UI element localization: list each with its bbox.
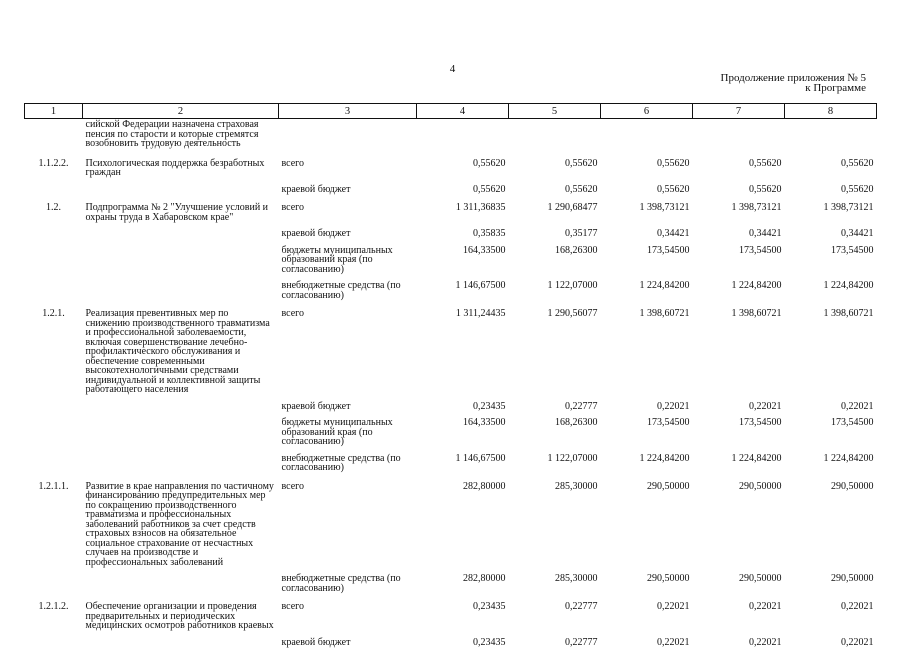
row-name: Обеспечение организации и проведения предварительных и периодических медицинских осмотров работников краевых — [83, 596, 279, 634]
row-name — [83, 225, 279, 242]
table-row — [25, 476, 877, 571]
row-funding-source: всего — [279, 197, 417, 225]
row-name: Психологическая поддержка безработных граждан — [83, 153, 279, 181]
row-value-col-8: 0,55620 — [785, 181, 877, 198]
table-row — [25, 119, 877, 153]
table-row — [25, 181, 877, 198]
row-value-col-4: 282,80000 — [417, 570, 509, 596]
row-value-col-5: 1 290,68477 — [509, 197, 601, 225]
header-col-7: 7 — [693, 104, 785, 119]
row-value-col-6: 1 224,84200 — [601, 277, 693, 303]
row-code — [25, 119, 83, 153]
row-value-col-5: 0,22777 — [509, 596, 601, 634]
row-value-col-7: 0,22021 — [693, 398, 785, 415]
row-value-col-5: 1 122,07000 — [509, 277, 601, 303]
row-funding-source: краевой бюджет — [279, 181, 417, 198]
row-name: Развитие в крае направления по частичному финансированию предупредительных мер по сокращению производственного травматизма и профессиональных заболеваний работников за счет средств страховых взносов на обязательное социальное страхование от несчастных случаев на производстве и профессиональных заболеваний — [83, 476, 279, 571]
row-value-col-4: 1 146,67500 — [417, 450, 509, 476]
row-name — [83, 242, 279, 278]
table-row — [25, 414, 877, 450]
row-value-col-8: 173,54500 — [785, 242, 877, 278]
row-value-col-7: 1 224,84200 — [693, 277, 785, 303]
row-funding-source: всего — [279, 303, 417, 398]
row-code — [25, 414, 83, 450]
row-value-col-8: 0,55620 — [785, 153, 877, 181]
row-code — [25, 225, 83, 242]
header-col-2: 2 — [83, 104, 279, 119]
row-code — [25, 398, 83, 415]
row-value-col-6: 1 224,84200 — [601, 450, 693, 476]
row-value-col-7 — [693, 119, 785, 153]
row-value-col-8: 1 398,60721 — [785, 303, 877, 398]
row-funding-source — [279, 119, 417, 153]
row-value-col-5 — [509, 119, 601, 153]
row-value-col-8: 290,50000 — [785, 570, 877, 596]
row-value-col-6: 1 398,73121 — [601, 197, 693, 225]
row-value-col-8: 0,22021 — [785, 634, 877, 650]
table-row — [25, 242, 877, 278]
header-row — [25, 104, 877, 119]
row-value-col-5: 168,26300 — [509, 242, 601, 278]
row-value-col-4: 0,55620 — [417, 181, 509, 198]
row-value-col-4: 0,55620 — [417, 153, 509, 181]
continuation-note — [721, 73, 866, 93]
row-code — [25, 450, 83, 476]
row-funding-source: бюджеты муниципальных образований края (по согласованию) — [279, 242, 417, 278]
row-value-col-5: 0,55620 — [509, 181, 601, 198]
row-value-col-4: 282,80000 — [417, 476, 509, 571]
row-code — [25, 634, 83, 650]
row-value-col-6: 173,54500 — [601, 242, 693, 278]
row-code — [25, 570, 83, 596]
table-row — [25, 634, 877, 650]
row-value-col-4: 0,35835 — [417, 225, 509, 242]
row-funding-source: внебюджетные средства (по согласованию) — [279, 277, 417, 303]
row-value-col-6: 0,22021 — [601, 634, 693, 650]
row-value-col-6: 290,50000 — [601, 570, 693, 596]
row-value-col-8: 173,54500 — [785, 414, 877, 450]
row-funding-source: всего — [279, 596, 417, 634]
row-name: Подпрограмма № 2 "Улучшение условий и охраны труда в Хабаровском крае" — [83, 197, 279, 225]
row-name: Реализация превентивных мер по снижению производственного травматизма и профессиональной заболеваемости, включая совершенствование лечебно-профилактического обслуживания и обеспечение современными высокотехнологичными средствами индивидуальной и коллективной защиты работающего населения — [83, 303, 279, 398]
table-row — [25, 153, 877, 181]
row-value-col-6 — [601, 119, 693, 153]
row-value-col-4: 1 311,24435 — [417, 303, 509, 398]
row-value-col-7: 1 398,60721 — [693, 303, 785, 398]
row-value-col-5: 0,22777 — [509, 634, 601, 650]
row-code: 1.2.1.1. — [25, 476, 83, 571]
program-funding-table — [24, 103, 877, 650]
row-value-col-6: 0,55620 — [601, 153, 693, 181]
row-value-col-4: 1 146,67500 — [417, 277, 509, 303]
row-code: 1.2.1. — [25, 303, 83, 398]
row-value-col-4: 1 311,36835 — [417, 197, 509, 225]
row-funding-source: краевой бюджет — [279, 634, 417, 650]
row-value-col-6: 0,22021 — [601, 596, 693, 634]
row-value-col-8: 1 224,84200 — [785, 277, 877, 303]
row-name — [83, 398, 279, 415]
table-row — [25, 570, 877, 596]
row-code — [25, 181, 83, 198]
row-value-col-8: 1 398,73121 — [785, 197, 877, 225]
row-value-col-7: 173,54500 — [693, 414, 785, 450]
row-value-col-8: 290,50000 — [785, 476, 877, 571]
row-value-col-7: 0,22021 — [693, 596, 785, 634]
row-value-col-5: 0,55620 — [509, 153, 601, 181]
row-funding-source: внебюджетные средства (по согласованию) — [279, 450, 417, 476]
row-value-col-5: 0,35177 — [509, 225, 601, 242]
header-col-4: 4 — [417, 104, 509, 119]
row-value-col-4: 0,23435 — [417, 596, 509, 634]
header-col-6: 6 — [601, 104, 693, 119]
row-value-col-4 — [417, 119, 509, 153]
table-row — [25, 277, 877, 303]
row-name: сийской Федерации назначена страховая пенсия по старости и которые стремятся возобновить трудовую деятельность — [83, 119, 279, 153]
continuation-line-2: к Программе — [721, 83, 866, 93]
row-value-col-4: 164,33500 — [417, 242, 509, 278]
row-value-col-7: 0,34421 — [693, 225, 785, 242]
table-row — [25, 225, 877, 242]
row-value-col-6: 0,34421 — [601, 225, 693, 242]
row-code — [25, 242, 83, 278]
row-funding-source: краевой бюджет — [279, 225, 417, 242]
row-code: 1.1.2.2. — [25, 153, 83, 181]
row-name — [83, 570, 279, 596]
table-body — [25, 119, 877, 650]
row-value-col-4: 164,33500 — [417, 414, 509, 450]
row-value-col-5: 1 122,07000 — [509, 450, 601, 476]
row-value-col-7: 290,50000 — [693, 570, 785, 596]
row-value-col-7: 290,50000 — [693, 476, 785, 571]
row-value-col-4: 0,23435 — [417, 634, 509, 650]
header-col-5: 5 — [509, 104, 601, 119]
row-code — [25, 277, 83, 303]
row-funding-source: всего — [279, 153, 417, 181]
row-value-col-5: 285,30000 — [509, 476, 601, 571]
row-value-col-8 — [785, 119, 877, 153]
page-number: 4 — [0, 63, 905, 75]
row-value-col-7: 0,55620 — [693, 153, 785, 181]
continuation-line-1: Продолжение приложения № 5 — [721, 73, 866, 83]
row-funding-source: внебюджетные средства (по согласованию) — [279, 570, 417, 596]
row-value-col-7: 0,55620 — [693, 181, 785, 198]
row-name — [83, 181, 279, 198]
header-col-1: 1 — [25, 104, 83, 119]
row-value-col-6: 290,50000 — [601, 476, 693, 571]
row-value-col-5: 168,26300 — [509, 414, 601, 450]
row-funding-source: всего — [279, 476, 417, 571]
row-code: 1.2. — [25, 197, 83, 225]
row-funding-source: бюджеты муниципальных образований края (по согласованию) — [279, 414, 417, 450]
row-value-col-8: 0,34421 — [785, 225, 877, 242]
row-value-col-7: 0,22021 — [693, 634, 785, 650]
row-value-col-6: 1 398,60721 — [601, 303, 693, 398]
row-name — [83, 277, 279, 303]
row-value-col-4: 0,23435 — [417, 398, 509, 415]
row-funding-source: краевой бюджет — [279, 398, 417, 415]
row-name — [83, 414, 279, 450]
row-value-col-5: 1 290,56077 — [509, 303, 601, 398]
row-value-col-7: 173,54500 — [693, 242, 785, 278]
row-name — [83, 450, 279, 476]
row-value-col-7: 1 398,73121 — [693, 197, 785, 225]
header-col-3: 3 — [279, 104, 417, 119]
row-value-col-5: 0,22777 — [509, 398, 601, 415]
table-row — [25, 303, 877, 398]
row-code: 1.2.1.2. — [25, 596, 83, 634]
table-row — [25, 596, 877, 634]
row-name — [83, 634, 279, 650]
row-value-col-8: 0,22021 — [785, 596, 877, 634]
row-value-col-6: 0,55620 — [601, 181, 693, 198]
header-col-8: 8 — [785, 104, 877, 119]
row-value-col-6: 0,22021 — [601, 398, 693, 415]
table-row — [25, 450, 877, 476]
row-value-col-6: 173,54500 — [601, 414, 693, 450]
row-value-col-5: 285,30000 — [509, 570, 601, 596]
table-row — [25, 197, 877, 225]
row-value-col-8: 1 224,84200 — [785, 450, 877, 476]
row-value-col-8: 0,22021 — [785, 398, 877, 415]
row-value-col-7: 1 224,84200 — [693, 450, 785, 476]
table-row — [25, 398, 877, 415]
